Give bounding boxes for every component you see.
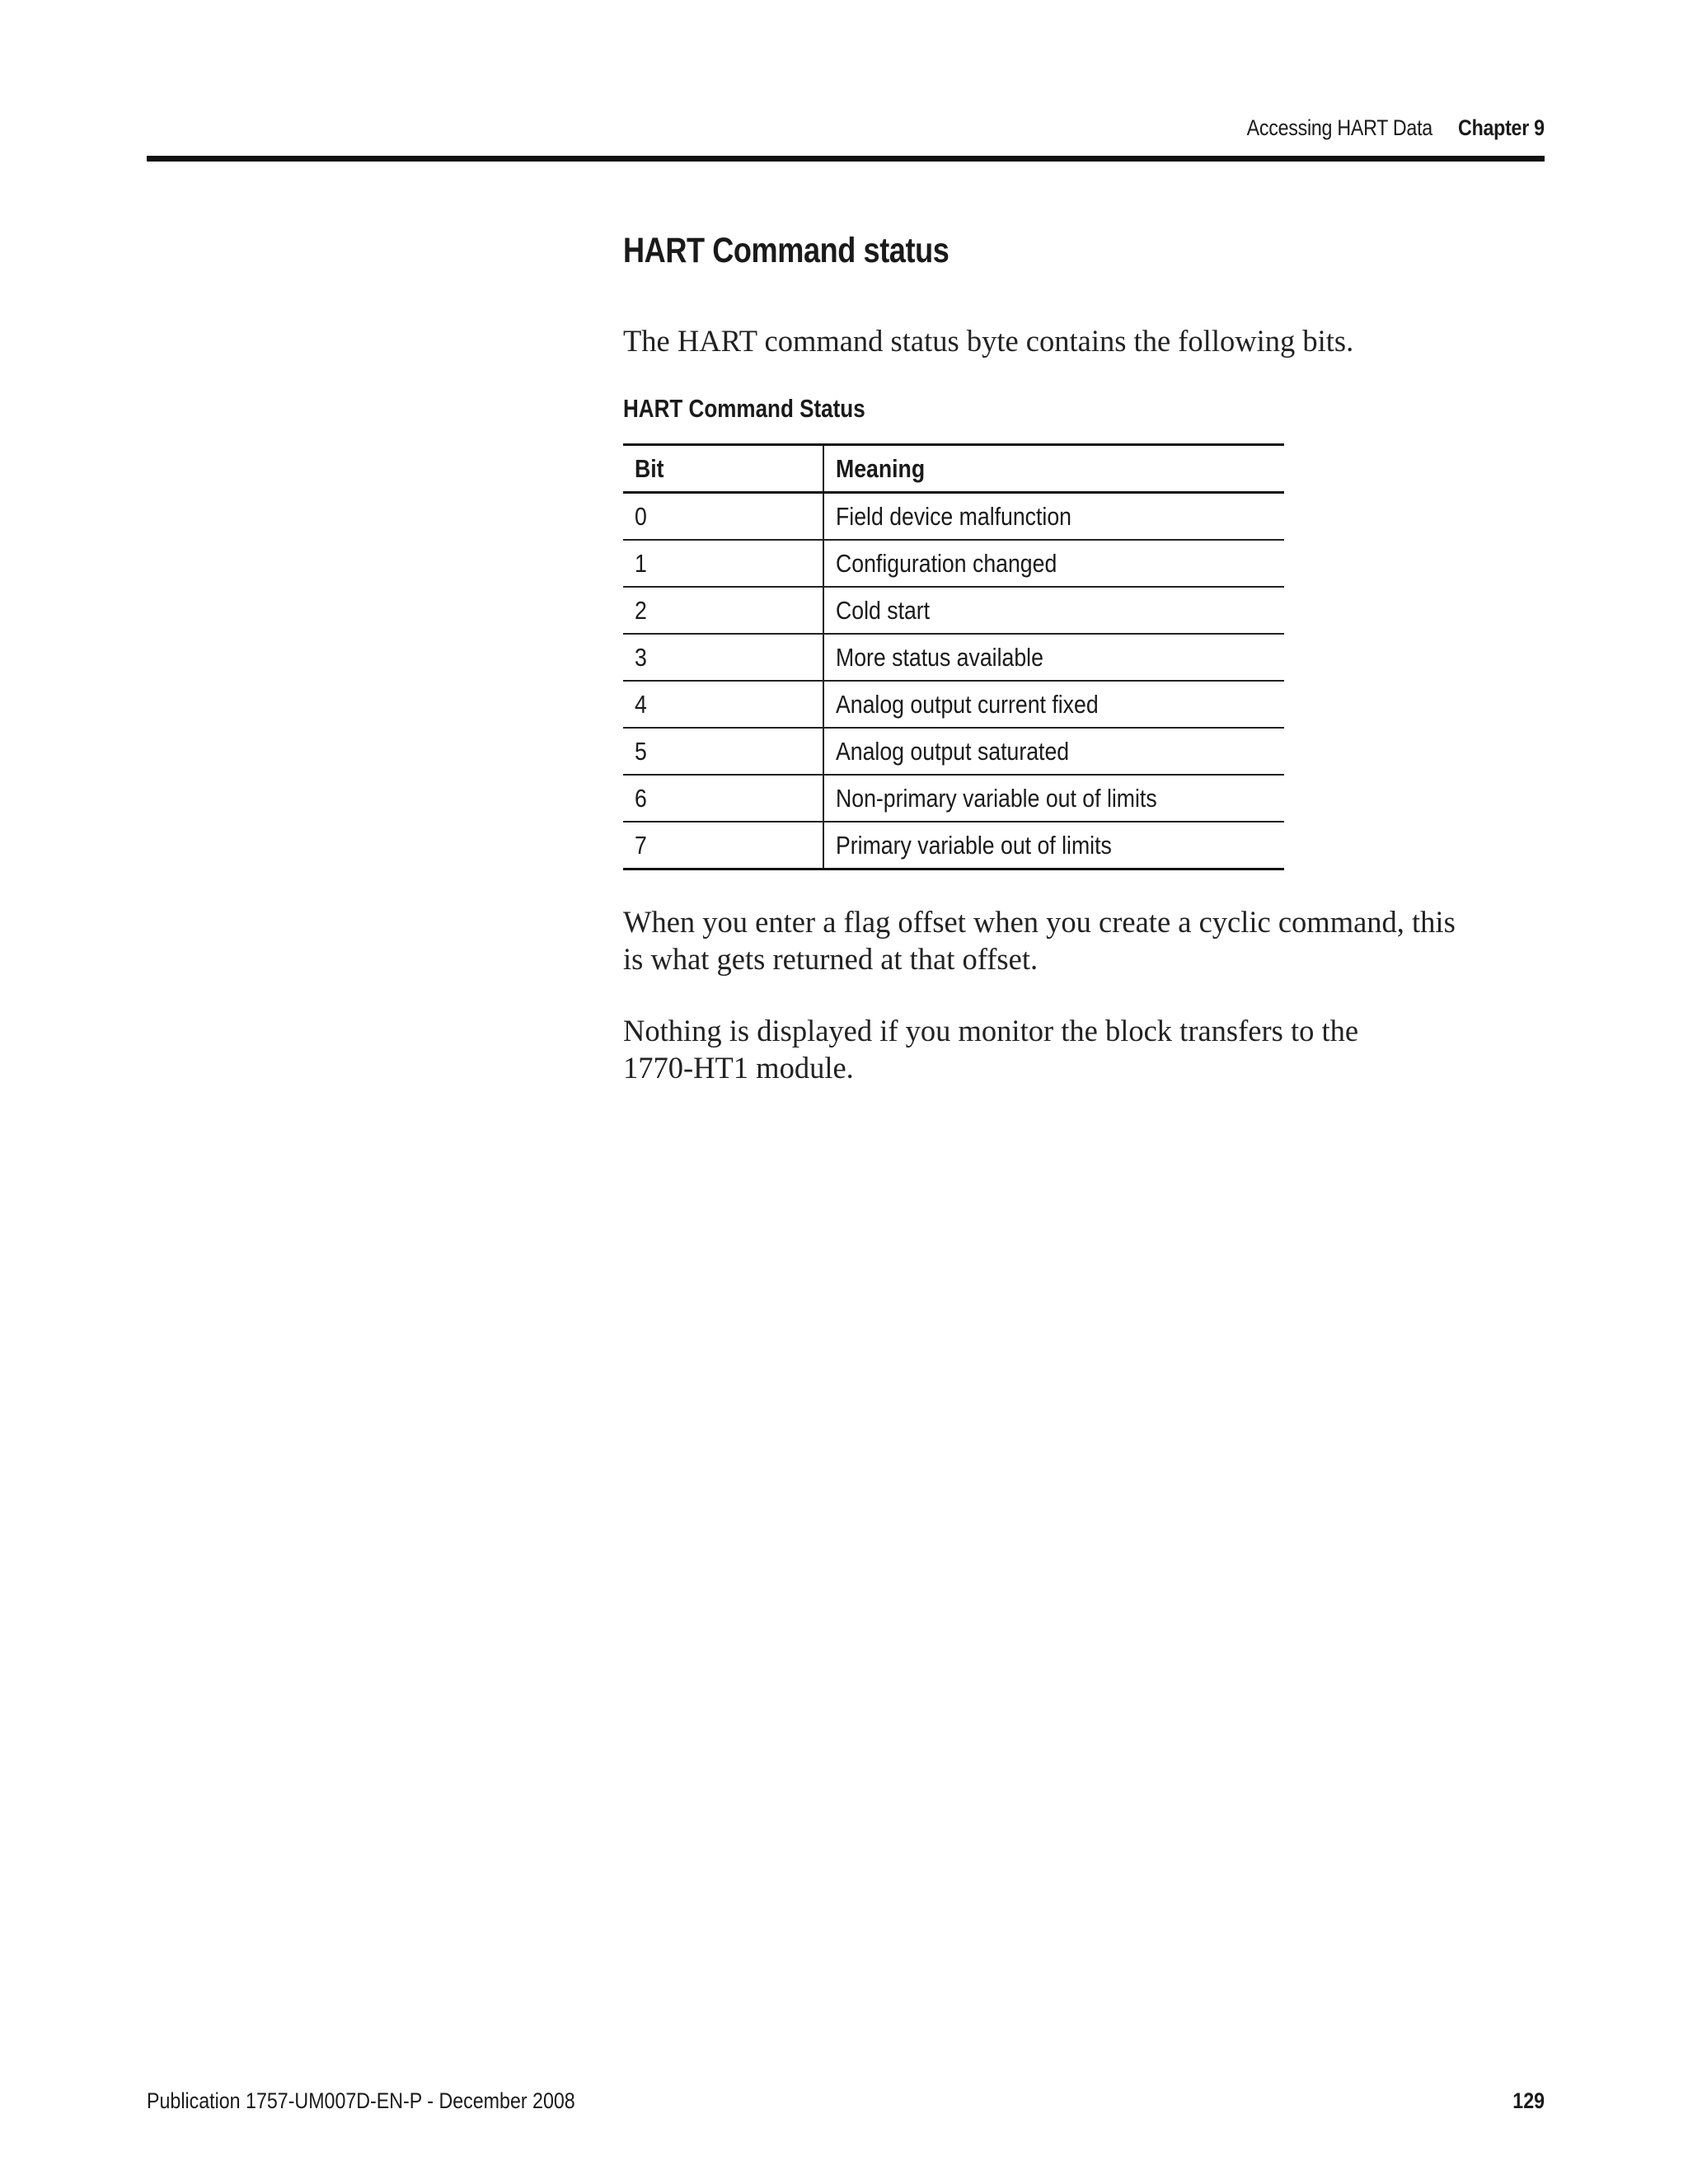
meaning-cell: Non-primary variable out of limits: [823, 775, 1284, 822]
meaning-cell: Primary variable out of limits: [823, 822, 1284, 869]
intro-paragraph: The HART command status byte contains the following bits.: [623, 324, 1354, 358]
flag-offset-line-2: is what gets returned at that offset.: [623, 942, 1039, 976]
meaning-cell: Field device malfunction: [823, 493, 1284, 541]
meaning-cell: Analog output current fixed: [823, 681, 1284, 728]
block-transfer-line-1: Nothing is displayed if you monitor the block transfers to the: [623, 1014, 1359, 1047]
flag-offset-line-1: When you enter a flag offset when you create a cyclic command, this: [623, 905, 1456, 939]
block-transfer-paragraph: [623, 1012, 1546, 1086]
table-row: [623, 822, 1284, 869]
bit-cell: 0: [623, 493, 823, 541]
hart-command-status-table: [623, 443, 1284, 870]
bit-cell: 6: [623, 775, 823, 822]
meaning-cell: Cold start: [823, 587, 1284, 634]
table-row: [623, 587, 1284, 634]
flag-offset-paragraph: [623, 903, 1546, 977]
bit-cell: 7: [623, 822, 823, 869]
header-rule: [147, 156, 1545, 162]
table-row: [623, 540, 1284, 587]
table-row: [623, 493, 1284, 541]
page-number: 129: [1512, 2088, 1545, 2113]
table-row: [623, 634, 1284, 681]
table-header-row: [623, 445, 1284, 493]
bit-cell: 2: [623, 587, 823, 634]
meaning-cell: More status available: [823, 634, 1284, 681]
bit-cell: 1: [623, 540, 823, 587]
running-header: [1217, 115, 1545, 141]
main-content: [623, 231, 1546, 1086]
table-caption: HART Command Status: [623, 394, 865, 423]
table-row: [623, 681, 1284, 728]
bit-cell: 4: [623, 681, 823, 728]
block-transfer-line-2: 1770-HT1 module.: [623, 1051, 854, 1085]
page-title: HART Command status: [623, 231, 950, 270]
meaning-cell: Analog output saturated: [823, 728, 1284, 775]
bit-cell: 5: [623, 728, 823, 775]
column-header-bit: Bit: [623, 445, 823, 493]
header-chapter-label: Chapter 9: [1458, 115, 1545, 140]
column-header-meaning: Meaning: [823, 445, 1284, 493]
table-row: [623, 775, 1284, 822]
publication-info: Publication 1757-UM007D-EN-P - December 2008: [147, 2088, 575, 2113]
bit-cell: 3: [623, 634, 823, 681]
meaning-cell: Configuration changed: [823, 540, 1284, 587]
header-section-title: Accessing HART Data: [1246, 115, 1433, 140]
table-row: [623, 728, 1284, 775]
